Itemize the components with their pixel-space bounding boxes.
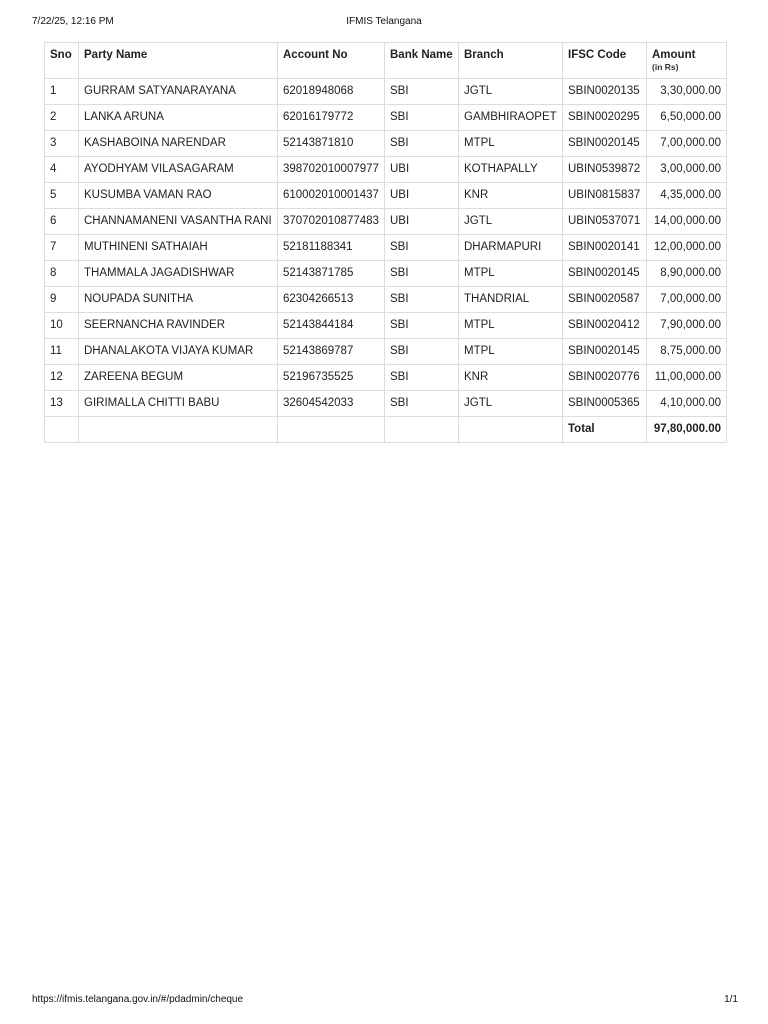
amount-header-label: Amount	[652, 49, 696, 61]
cell-branch: THANDRIAL	[459, 287, 563, 313]
cell-ifsc-code: UBIN0815837	[563, 183, 647, 209]
cell-bank-name: UBI	[385, 157, 459, 183]
cell-account-no: 52196735525	[278, 365, 385, 391]
table-row	[45, 105, 727, 131]
cell-branch: GAMBHIRAOPET	[459, 105, 563, 131]
cell-account-no: 610002010001437	[278, 183, 385, 209]
cell-bank-name: SBI	[385, 79, 459, 105]
cell-sno: 6	[45, 209, 79, 235]
col-header-account-no: Account No	[278, 43, 385, 79]
page-number: 1/1	[724, 994, 738, 1005]
cell-sno: 11	[45, 339, 79, 365]
cell-branch: MTPL	[459, 313, 563, 339]
cell-sno: 12	[45, 365, 79, 391]
cell-amount: 11,00,000.00	[647, 365, 727, 391]
cell-party-name: CHANNAMANENI VASANTHA RANI	[79, 209, 278, 235]
total-amount: 97,80,000.00	[647, 417, 727, 443]
cell-amount: 7,00,000.00	[647, 287, 727, 313]
col-header-bank-name: Bank Name	[385, 43, 459, 79]
cell-bank-name: SBI	[385, 261, 459, 287]
cell-ifsc-code: UBIN0539872	[563, 157, 647, 183]
cell-account-no: 52181188341	[278, 235, 385, 261]
page-url: https://ifmis.telangana.gov.in/#/pdadmin/cheque	[32, 994, 244, 1005]
col-header-party-name: Party Name	[79, 43, 278, 79]
cell-ifsc-code: SBIN0020776	[563, 365, 647, 391]
amount-unit-label: (in Rs)	[652, 62, 679, 72]
total-empty-cell	[459, 417, 563, 443]
cell-amount: 4,35,000.00	[647, 183, 727, 209]
cell-branch: KNR	[459, 183, 563, 209]
cell-party-name: MUTHINENI SATHAIAH	[79, 235, 278, 261]
cell-sno: 9	[45, 287, 79, 313]
cell-amount: 3,30,000.00	[647, 79, 727, 105]
cell-ifsc-code: SBIN0020141	[563, 235, 647, 261]
col-header-branch: Branch	[459, 43, 563, 79]
table-row	[45, 365, 727, 391]
cell-ifsc-code: SBIN0020145	[563, 261, 647, 287]
cell-amount: 8,75,000.00	[647, 339, 727, 365]
cell-bank-name: SBI	[385, 365, 459, 391]
table-row	[45, 339, 727, 365]
cell-amount: 6,50,000.00	[647, 105, 727, 131]
col-header-amount	[647, 43, 727, 79]
table-row	[45, 79, 727, 105]
total-row	[45, 417, 727, 443]
total-empty-cell	[385, 417, 459, 443]
total-label: Total	[563, 417, 647, 443]
table-row	[45, 235, 727, 261]
total-empty-cell	[45, 417, 79, 443]
cell-party-name: KASHABOINA NARENDAR	[79, 131, 278, 157]
cell-branch: KNR	[459, 365, 563, 391]
cell-bank-name: SBI	[385, 105, 459, 131]
cell-amount: 3,00,000.00	[647, 157, 727, 183]
table-row	[45, 313, 727, 339]
cell-sno: 5	[45, 183, 79, 209]
cell-account-no: 52143869787	[278, 339, 385, 365]
cell-ifsc-code: SBIN0020135	[563, 79, 647, 105]
cell-branch: JGTL	[459, 209, 563, 235]
table-header-row	[45, 43, 727, 79]
cell-sno: 2	[45, 105, 79, 131]
cell-bank-name: UBI	[385, 209, 459, 235]
cell-party-name: NOUPADA SUNITHA	[79, 287, 278, 313]
cell-sno: 8	[45, 261, 79, 287]
cell-account-no: 62016179772	[278, 105, 385, 131]
cell-ifsc-code: SBIN0005365	[563, 391, 647, 417]
table-row	[45, 391, 727, 417]
cell-amount: 14,00,000.00	[647, 209, 727, 235]
cell-branch: MTPL	[459, 131, 563, 157]
total-empty-cell	[79, 417, 278, 443]
cell-amount: 4,10,000.00	[647, 391, 727, 417]
cell-party-name: GIRIMALLA CHITTI BABU	[79, 391, 278, 417]
cell-branch: DHARMAPURI	[459, 235, 563, 261]
cell-amount: 7,90,000.00	[647, 313, 727, 339]
cell-ifsc-code: SBIN0020412	[563, 313, 647, 339]
table-row	[45, 183, 727, 209]
cell-account-no: 62018948068	[278, 79, 385, 105]
cell-amount: 8,90,000.00	[647, 261, 727, 287]
cell-bank-name: SBI	[385, 391, 459, 417]
cell-sno: 3	[45, 131, 79, 157]
cell-branch: JGTL	[459, 391, 563, 417]
col-header-sno: Sno	[45, 43, 79, 79]
cell-amount: 7,00,000.00	[647, 131, 727, 157]
cell-party-name: KUSUMBA VAMAN RAO	[79, 183, 278, 209]
cell-party-name: ZAREENA BEGUM	[79, 365, 278, 391]
total-empty-cell	[278, 417, 385, 443]
cell-party-name: AYODHYAM VILASAGARAM	[79, 157, 278, 183]
cell-party-name: GURRAM SATYANARAYANA	[79, 79, 278, 105]
cell-party-name: THAMMALA JAGADISHWAR	[79, 261, 278, 287]
cell-account-no: 52143871785	[278, 261, 385, 287]
cell-sno: 10	[45, 313, 79, 339]
cell-amount: 12,00,000.00	[647, 235, 727, 261]
cell-account-no: 52143844184	[278, 313, 385, 339]
cell-ifsc-code: SBIN0020295	[563, 105, 647, 131]
cell-branch: MTPL	[459, 261, 563, 287]
cell-bank-name: UBI	[385, 183, 459, 209]
cell-account-no: 32604542033	[278, 391, 385, 417]
cell-ifsc-code: SBIN0020145	[563, 339, 647, 365]
cell-sno: 4	[45, 157, 79, 183]
cell-bank-name: SBI	[385, 287, 459, 313]
cell-account-no: 62304266513	[278, 287, 385, 313]
table-row	[45, 209, 727, 235]
cell-bank-name: SBI	[385, 235, 459, 261]
cell-account-no: 52143871810	[278, 131, 385, 157]
cell-party-name: LANKA ARUNA	[79, 105, 278, 131]
cell-sno: 1	[45, 79, 79, 105]
cell-ifsc-code: SBIN0020587	[563, 287, 647, 313]
cell-bank-name: SBI	[385, 313, 459, 339]
cell-ifsc-code: UBIN0537071	[563, 209, 647, 235]
cell-account-no: 398702010007977	[278, 157, 385, 183]
print-datetime: 7/22/25, 12:16 PM	[32, 16, 114, 27]
cell-bank-name: SBI	[385, 131, 459, 157]
table-body	[45, 79, 727, 417]
table-row	[45, 261, 727, 287]
cell-sno: 13	[45, 391, 79, 417]
table-row	[45, 157, 727, 183]
cell-bank-name: SBI	[385, 339, 459, 365]
cell-branch: KOTHAPALLY	[459, 157, 563, 183]
cell-party-name: SEERNANCHA RAVINDER	[79, 313, 278, 339]
cell-account-no: 370702010877483	[278, 209, 385, 235]
col-header-ifsc-code: IFSC Code	[563, 43, 647, 79]
cell-branch: JGTL	[459, 79, 563, 105]
page-title: IFMIS Telangana	[346, 16, 422, 27]
cheque-table	[44, 42, 727, 443]
cell-branch: MTPL	[459, 339, 563, 365]
cell-ifsc-code: SBIN0020145	[563, 131, 647, 157]
cell-sno: 7	[45, 235, 79, 261]
cell-party-name: DHANALAKOTA VIJAYA KUMAR	[79, 339, 278, 365]
table-row	[45, 287, 727, 313]
table-row	[45, 131, 727, 157]
